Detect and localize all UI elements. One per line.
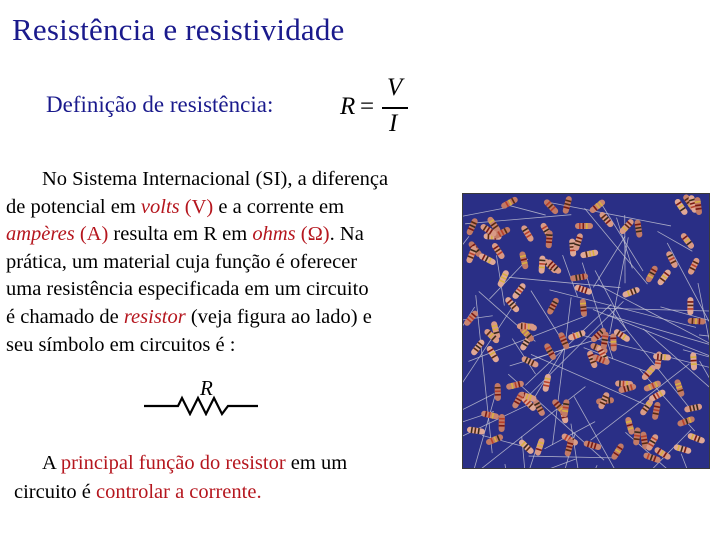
text-segment: é chamado de — [6, 305, 124, 328]
closing-statement — [14, 449, 454, 507]
slide-title: Resistência e resistividade — [12, 12, 345, 47]
text-segment: circuito é — [14, 481, 96, 503]
paragraph-line-3 — [6, 221, 454, 249]
resistors-pile-image — [463, 194, 709, 468]
volts-symbol: (V) — [179, 195, 219, 218]
paragraph-line-2 — [6, 194, 454, 222]
resistance-formula — [338, 76, 418, 146]
text-segment: No Sistema Internacional (SI), a diferença — [42, 168, 389, 190]
ohms-symbol: (Ω) — [295, 223, 330, 246]
text-segment: prática, um material cuja função é oferecer — [6, 250, 358, 273]
formula-denominator: I — [389, 110, 398, 137]
volts-term: volts — [140, 195, 180, 218]
main-function-phrase: principal função do resistor — [60, 452, 286, 474]
paragraph-line-4 — [6, 249, 454, 277]
text-segment: . Na — [329, 223, 364, 246]
resistors-photo — [462, 193, 710, 469]
text-segment: em um — [285, 452, 348, 474]
paragraph-line-1 — [6, 166, 454, 194]
si-units-paragraph — [6, 166, 454, 359]
formula-numerator: V — [387, 74, 403, 101]
control-current-phrase: controlar a corrente. — [95, 481, 262, 503]
text-segment: e a corrente em — [218, 195, 345, 218]
definition-label: Definição de resistência: — [46, 92, 274, 117]
closing-line-2 — [14, 478, 454, 507]
resistor-zigzag-icon — [144, 394, 260, 416]
formula-lhs: R — [340, 93, 356, 120]
formula-equals: = — [360, 93, 375, 120]
amperes-symbol: (A) — [74, 223, 109, 246]
paragraph-line-7 — [6, 332, 454, 360]
text-segment: resulta em R em — [108, 223, 253, 246]
resistor-symbol-label: R — [200, 376, 213, 400]
paragraph-line-6 — [6, 304, 454, 332]
paragraph-line-5 — [6, 276, 454, 304]
text-segment: de potencial em — [6, 195, 141, 218]
resistor-symbol — [144, 376, 260, 422]
text-segment: uma resistência especificada em um circuito — [6, 278, 369, 301]
ohms-term: ohms — [252, 223, 296, 246]
fraction-bar — [382, 107, 408, 109]
amperes-term: ampères — [6, 223, 75, 246]
text-segment: A — [42, 452, 61, 474]
resistor-term: resistor — [123, 305, 186, 328]
closing-line-1 — [14, 449, 454, 478]
text-segment: (veja figura ao lado) e — [185, 305, 372, 328]
text-segment: seu símbolo em circuitos é : — [6, 333, 236, 356]
